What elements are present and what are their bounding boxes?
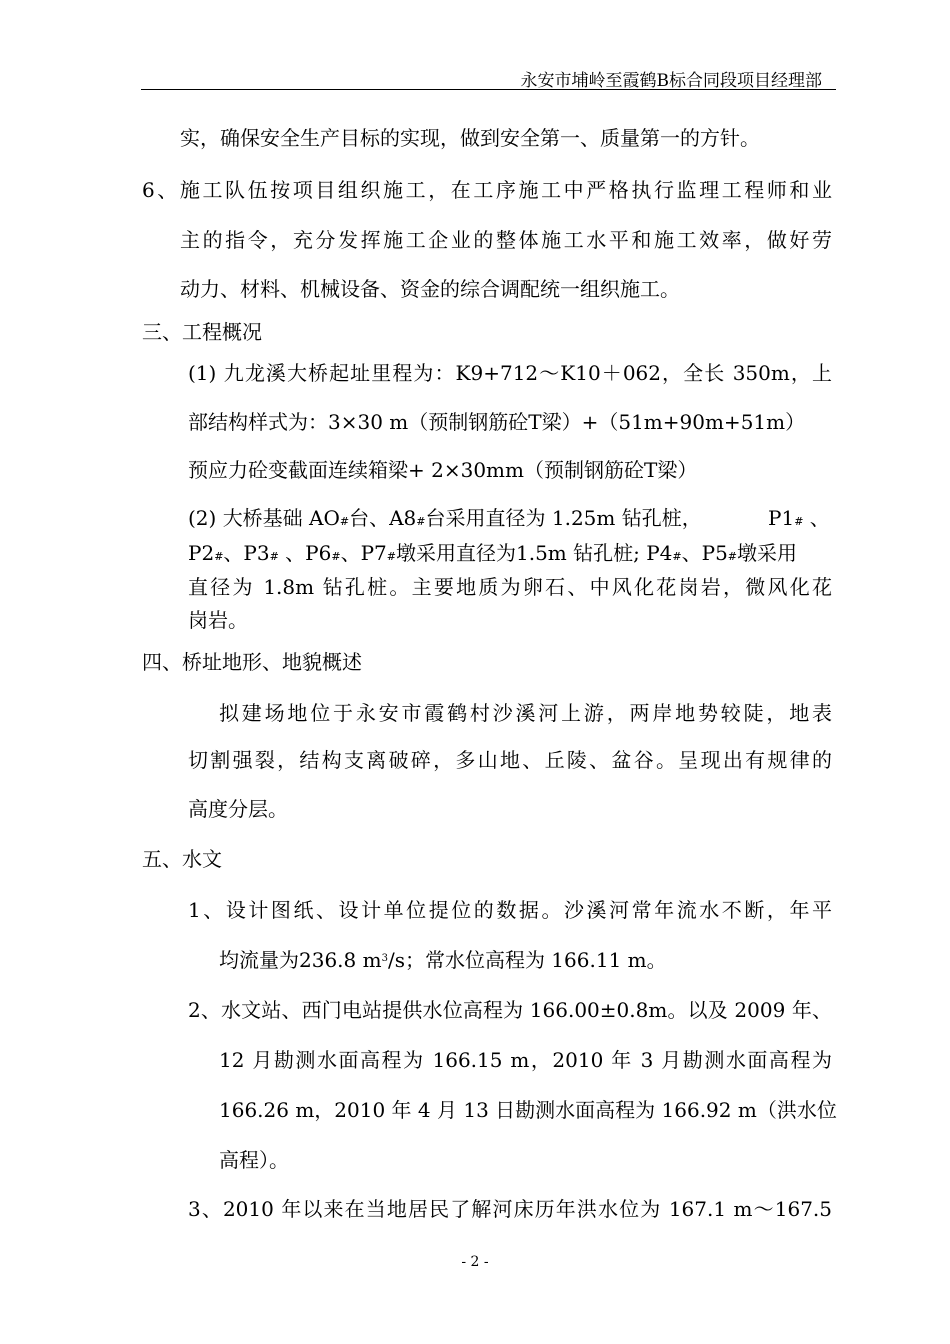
body-line: 切割强裂，结构支离破碎，多山地、丘陵、盆谷。呈现出有规律的 [188, 748, 832, 772]
pier-mark: # [214, 550, 224, 563]
text-run: 台、A8 [349, 506, 417, 530]
body-line: 166.26 m，2010 年 4 月 13 日勘测水面高程为 166.92 m（洪水位 [219, 1098, 837, 1122]
body-line: 拟建场地位于永安市霞鹤村沙溪河上游，两岸地势较陡，地表 [219, 701, 832, 725]
text-run: 台采用直径为 1.25m 钻孔桩， [425, 506, 702, 530]
body-line: 高度分层。 [188, 797, 288, 821]
text-run: 墩采用 [737, 541, 798, 565]
header-rule [141, 89, 836, 90]
section-heading: 五、水文 [142, 847, 222, 871]
pier-mark: # [386, 550, 396, 563]
text-run: 、P6 [278, 541, 332, 565]
body-line [219, 950, 667, 970]
body-line: 主的指令，充分发挥施工企业的整体施工水平和施工效率，做好劳 [180, 228, 832, 252]
body-line: 1、设计图纸、设计单位提位的数据。沙溪河常年流水不断，年平 [188, 898, 832, 922]
body-line: 2、水文站、西门电站提供水位高程为 166.00±0.8m。以及 2009 年、 [188, 998, 832, 1022]
body-line: (1) 九龙溪大桥起址里程为：K9+712～K10＋062，全长 350m，上 [188, 361, 832, 385]
pier-mark: # [672, 550, 682, 563]
body-line [768, 508, 830, 528]
text-run: /s；常水位高程为 166.11 m。 [387, 948, 667, 972]
text-run: 墩采用直径为1.5m 钻孔桩; P4 [395, 541, 673, 565]
body-line [188, 508, 702, 528]
body-line: 动力、材料、机械设备、资金的综合调配统一组织施工。 [180, 277, 680, 301]
body-line: 直径为 1.8m 钻孔桩。主要地质为卵石、中风化花岗岩，微风化花 [188, 575, 832, 599]
pier-mark: # [727, 550, 738, 563]
body-line: 岗岩。 [188, 608, 248, 632]
text-run: P2 [188, 541, 215, 565]
text-run: (2) 大桥基础 AO [188, 506, 340, 530]
page-number: - 2 - [461, 1254, 489, 1270]
text-run: 均流量为236.8 m [219, 948, 382, 972]
body-line [188, 543, 797, 563]
pier-mark: # [331, 550, 341, 563]
body-line: 部结构样式为：3×30 m（预制钢筋砼T梁）+（51m+90m+51m） [188, 410, 806, 434]
text-run: P1 [768, 506, 795, 530]
section-heading: 四、桥址地形、地貌概述 [142, 650, 362, 674]
pier-mark: # [269, 550, 279, 563]
body-line: 预应力砼变截面连续箱梁+ 2×30mm（预制钢筋砼T梁） [188, 458, 698, 482]
body-line: 3、2010 年以来在当地居民了解河床历年洪水位为 167.1 m～167.5 [188, 1197, 832, 1221]
page-header-title: 永安市埔岭至霞鹤B标合同段项目经理部 [520, 71, 822, 91]
section-heading: 三、工程概况 [142, 320, 262, 344]
text-run: 、P7 [340, 541, 387, 565]
body-line: 6、施工队伍按项目组织施工，在工序施工中严格执行监理工程师和业 [142, 178, 832, 202]
pier-mark: # [339, 515, 350, 528]
text-run: 、 [803, 506, 830, 530]
body-line: 12 月勘测水面高程为 166.15 m，2010 年 3 月勘测水面高程为 [219, 1048, 832, 1072]
superscript: 3 [381, 953, 388, 964]
body-line: 实，确保安全生产目标的实现，做到安全第一、质量第一的方针。 [180, 126, 760, 150]
text-run: 、P3 [223, 541, 270, 565]
pier-mark: # [416, 515, 426, 528]
body-line: 高程）。 [219, 1148, 289, 1172]
text-run: 、P5 [681, 541, 728, 565]
pier-mark: # [794, 515, 804, 528]
